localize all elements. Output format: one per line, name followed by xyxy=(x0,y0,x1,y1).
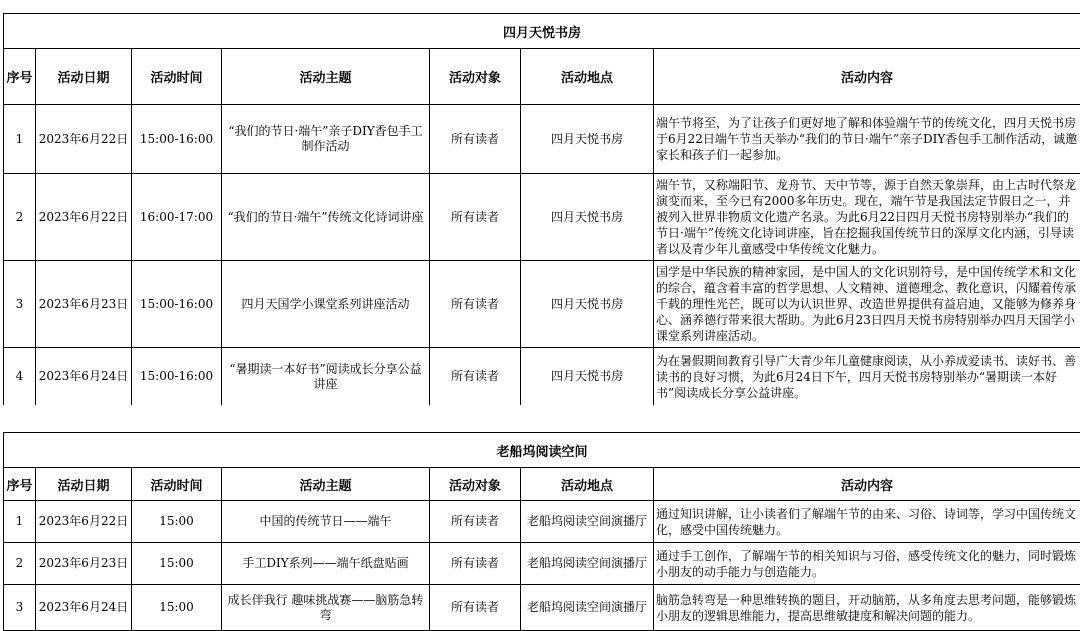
cell-no: 2 xyxy=(4,543,36,585)
cell-content: 端午节，又称端阳节、龙舟节、天中节等，源于自然天象崇拜，由上古时代祭龙演变而来，至今已有2000多年历史。现在，端午节是我国法定节假日之一，并被列入世界非物质文化遗产名录。为此6月22日四月天悦书房特别举办“我们的节日·端午”传统文化诗词讲座，旨在挖掘我国传统节日的深厚文化内涵，引导读者以及青少年儿童感受中华传统文化魅力。 xyxy=(654,174,1080,261)
table-row xyxy=(4,348,1080,406)
header-row xyxy=(4,49,1080,105)
cell-content: 通过知识讲解，让小读者们了解端午节的由来、习俗、诗词等，学习中国传统文化，感受中国传统魅力。 xyxy=(654,501,1080,543)
header-no: 序号 xyxy=(4,468,36,501)
cell-theme: “暑期读一本好书”阅读成长分享公益讲座 xyxy=(222,348,430,406)
header-no: 序号 xyxy=(4,49,36,105)
activity-table-laochuanwu xyxy=(3,432,1080,631)
section-title: 四月天悦书房 xyxy=(4,14,1080,49)
header-place: 活动地点 xyxy=(521,49,654,105)
cell-place: 四月天悦书房 xyxy=(521,348,654,406)
header-time: 活动时间 xyxy=(132,49,222,105)
table-row xyxy=(4,105,1080,174)
cell-content: 脑筋急转弯是一种思维转换的题目，开动脑筋，从多角度去思考问题，能够锻炼小朋友的逻辑思维能力，提高思维敏捷度和解决问题的能力。 xyxy=(654,585,1080,631)
header-place: 活动地点 xyxy=(521,468,654,501)
header-date: 活动日期 xyxy=(36,49,132,105)
cell-place: 四月天悦书房 xyxy=(521,174,654,261)
cell-audience: 所有读者 xyxy=(430,105,521,174)
cell-time: 15:00-16:00 xyxy=(132,261,222,348)
cell-theme: 四月天国学小课堂系列讲座活动 xyxy=(222,261,430,348)
cell-time: 15:00 xyxy=(132,585,222,631)
cell-audience: 所有读者 xyxy=(430,501,521,543)
header-content: 活动内容 xyxy=(654,49,1080,105)
header-audience: 活动对象 xyxy=(430,49,521,105)
header-audience: 活动对象 xyxy=(430,468,521,501)
table-row xyxy=(4,543,1080,585)
cell-date: 2023年6月22日 xyxy=(36,105,132,174)
cell-place: 老船坞阅读空间演播厅 xyxy=(521,585,654,631)
cell-theme: 中国的传统节日——端午 xyxy=(222,501,430,543)
cell-audience: 所有读者 xyxy=(430,585,521,631)
header-date: 活动日期 xyxy=(36,468,132,501)
cell-no: 3 xyxy=(4,261,36,348)
section-title: 老船坞阅读空间 xyxy=(4,433,1080,468)
cell-no: 2 xyxy=(4,174,36,261)
cell-date: 2023年6月22日 xyxy=(36,501,132,543)
cell-theme: 手工DIY系列——端午纸盘贴画 xyxy=(222,543,430,585)
table-row xyxy=(4,501,1080,543)
cell-audience: 所有读者 xyxy=(430,348,521,406)
cell-date: 2023年6月23日 xyxy=(36,543,132,585)
cell-audience: 所有读者 xyxy=(430,174,521,261)
header-row xyxy=(4,468,1080,501)
activity-table-siyuetian xyxy=(3,13,1080,406)
header-theme: 活动主题 xyxy=(222,468,430,501)
cell-time: 16:00-17:00 xyxy=(132,174,222,261)
header-content: 活动内容 xyxy=(654,468,1080,501)
cell-audience: 所有读者 xyxy=(430,543,521,585)
cell-content: 端午节将至，为了让孩子们更好地了解和体验端午节的传统文化，四月天悦书房于6月22日端午节当天举办“我们的节日·端午”亲子DIY香包手工制作活动，诚邀家长和孩子们一起参加。 xyxy=(654,105,1080,174)
cell-date: 2023年6月24日 xyxy=(36,585,132,631)
cell-audience: 所有读者 xyxy=(430,261,521,348)
cell-date: 2023年6月22日 xyxy=(36,174,132,261)
cell-place: 老船坞阅读空间演播厅 xyxy=(521,543,654,585)
cell-no: 3 xyxy=(4,585,36,631)
cell-theme: “我们的节日·端午”传统文化诗词讲座 xyxy=(222,174,430,261)
cell-theme: “我们的节日·端午”亲子DIY香包手工制作活动 xyxy=(222,105,430,174)
cell-content: 通过手工创作，了解端午节的相关知识与习俗，感受传统文化的魅力，同时锻炼小朋友的动手能力与创造能力。 xyxy=(654,543,1080,585)
cell-date: 2023年6月23日 xyxy=(36,261,132,348)
cell-place: 四月天悦书房 xyxy=(521,105,654,174)
section-gap xyxy=(3,405,1080,432)
cell-theme: 成长伴我行 趣味挑战赛——脑筋急转弯 xyxy=(222,585,430,631)
cell-no: 1 xyxy=(4,105,36,174)
cell-time: 15:00-16:00 xyxy=(132,348,222,406)
table-row xyxy=(4,174,1080,261)
cell-no: 4 xyxy=(4,348,36,406)
cell-time: 15:00 xyxy=(132,501,222,543)
cell-place: 四月天悦书房 xyxy=(521,261,654,348)
header-time: 活动时间 xyxy=(132,468,222,501)
table-row xyxy=(4,261,1080,348)
cell-content: 国学是中华民族的精神家园，是中国人的文化识别符号，是中国传统学术和文化的综合，蕴含着丰富的哲学思想、人文精神、道德理念、教化意识，闪耀着传承千载的理性光芒，既可以为认识世界、改造世界提供有益启迪，又能够为修养身心、涵养德行带来很大帮助。为此6月23日四月天悦书房特别举办四月天国学小课堂系列讲座活动。 xyxy=(654,261,1080,348)
cell-date: 2023年6月24日 xyxy=(36,348,132,406)
cell-time: 15:00 xyxy=(132,543,222,585)
table-row xyxy=(4,585,1080,631)
cell-time: 15:00-16:00 xyxy=(132,105,222,174)
cell-content: 为在暑假期间教育引导广大青少年儿童健康阅读，从小养成爱读书、读好书、善读书的良好习惯，为此6月24日下午，四月天悦书房特别举办“暑期读一本好书”阅读成长分享公益讲座。 xyxy=(654,348,1080,406)
header-theme: 活动主题 xyxy=(222,49,430,105)
cell-place: 老船坞阅读空间演播厅 xyxy=(521,501,654,543)
cell-no: 1 xyxy=(4,501,36,543)
